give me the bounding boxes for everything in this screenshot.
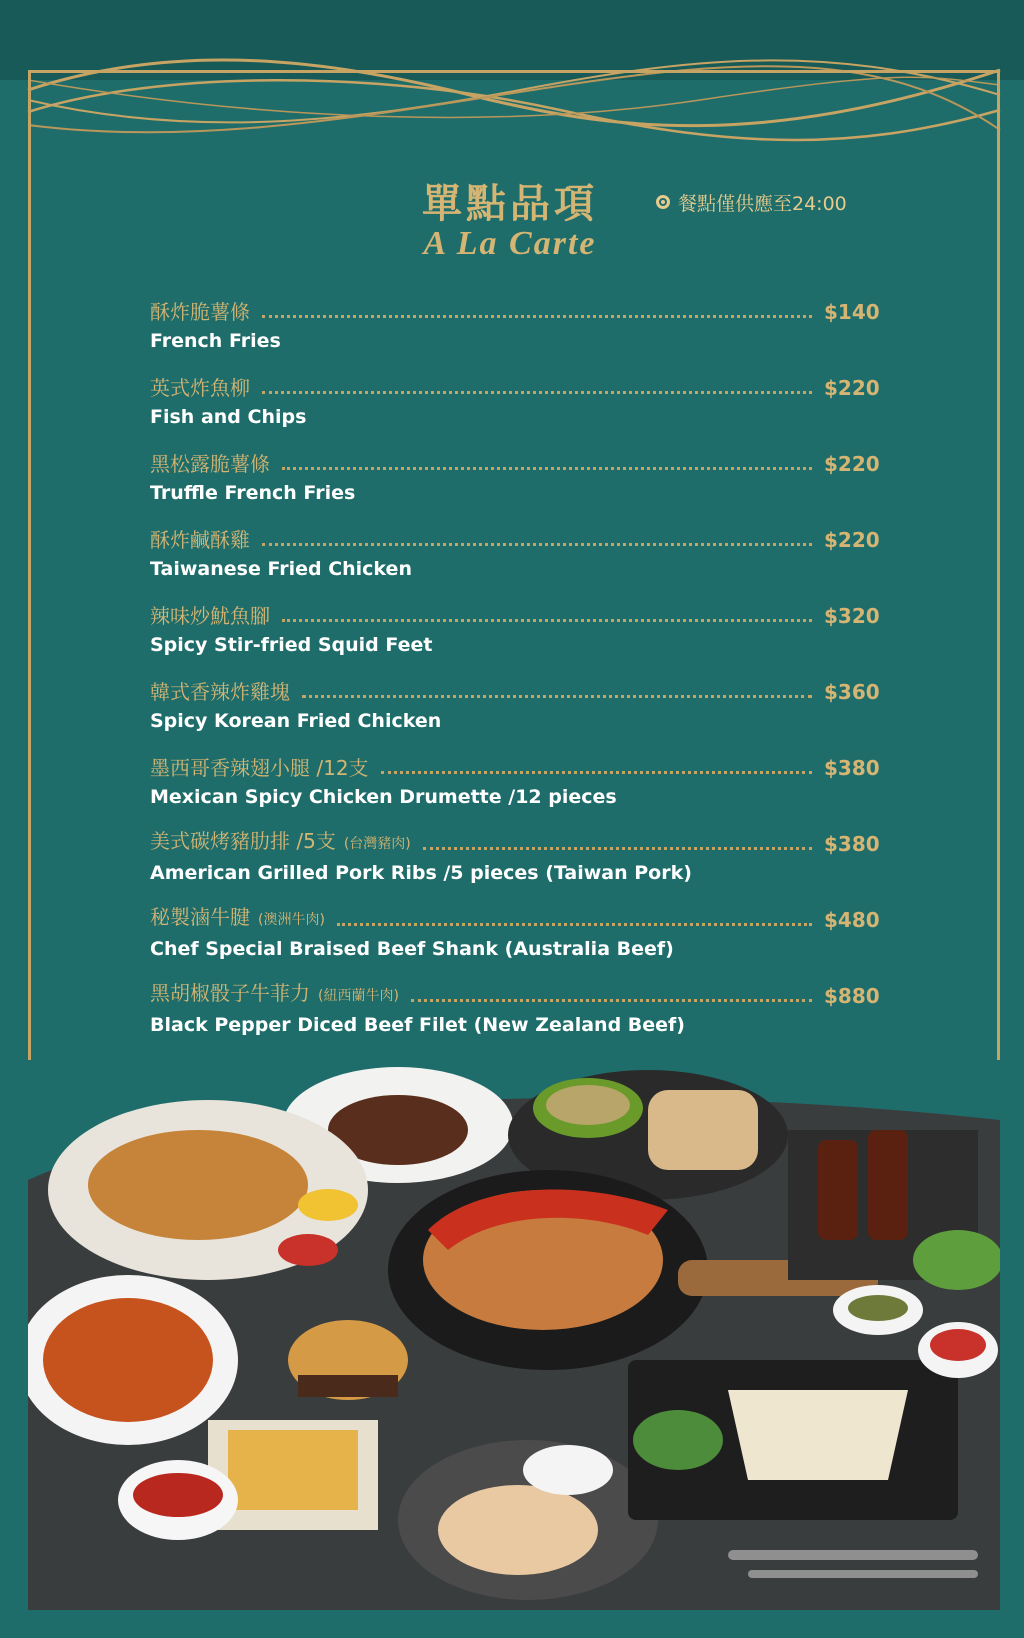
menu-item-name-en: French Fries (150, 330, 281, 352)
menu-item-line (150, 368, 880, 402)
menu-item-name-en: Taiwanese Fried Chicken (150, 558, 412, 580)
menu-item-price: $380 (824, 832, 880, 856)
menu-item-line (150, 596, 880, 630)
menu-item-name-zh-main: 黑胡椒骰子牛菲力 (150, 981, 310, 1005)
dotted-leader (262, 543, 812, 546)
menu-item (150, 900, 880, 976)
menu-item (150, 824, 880, 900)
menu-item (150, 748, 880, 824)
menu-item-name-zh (150, 754, 369, 782)
menu-item (150, 976, 880, 1052)
menu-item (150, 520, 880, 596)
menu-item-name-zh (150, 374, 250, 402)
menu-item-name-zh (150, 903, 325, 934)
menu-item-price: $220 (824, 528, 880, 552)
menu-item-line (150, 900, 880, 934)
menu-list (150, 292, 880, 1052)
dotted-leader (262, 315, 812, 318)
menu-item-origin-note: (紐西蘭牛肉) (318, 988, 399, 1004)
menu-item-name-zh-main: 黑松露脆薯條 (150, 452, 270, 476)
menu-item-line (150, 672, 880, 706)
dotted-leader (411, 999, 812, 1002)
menu-item-price: $360 (824, 680, 880, 704)
target-circle-icon (656, 195, 670, 209)
dotted-leader (381, 771, 812, 774)
menu-item-name-zh-main: 英式炸魚柳 (150, 376, 250, 400)
menu-item-name-en: American Grilled Pork Ribs /5 pieces (Taiwan Pork) (150, 862, 692, 884)
menu-item-name-zh (150, 526, 250, 554)
menu-item-line (150, 444, 880, 478)
menu-item-line (150, 292, 880, 326)
dotted-leader (337, 923, 812, 926)
menu-item-price: $880 (824, 984, 880, 1008)
menu-item-name-zh-main: 辣味炒魷魚腳 (150, 604, 270, 628)
menu-item-name-en: Spicy Stir-fried Squid Feet (150, 634, 433, 656)
page-title-zh: 單點品項 (422, 180, 598, 227)
dotted-leader (423, 847, 812, 850)
menu-item-name-en: Fish and Chips (150, 406, 307, 428)
menu-item-name-en: Mexican Spicy Chicken Drumette /12 pieces (150, 786, 617, 808)
menu-item-line (150, 748, 880, 782)
food-photo (28, 1060, 1000, 1610)
page-title-en: A La Carte (423, 225, 597, 262)
menu-item-name-zh-main: 美式碳烤豬肋排 /5支 (150, 829, 336, 853)
menu-item-origin-note: (台灣豬肉) (343, 836, 411, 852)
service-hours-note (656, 189, 847, 215)
dotted-leader (282, 467, 812, 470)
menu-item-name-zh (150, 602, 270, 630)
menu-item-name-zh (150, 979, 399, 1010)
menu-item-name-zh (150, 298, 250, 326)
menu-item-price: $140 (824, 300, 880, 324)
menu-item-name-zh-main: 韓式香辣炸雞塊 (150, 680, 290, 704)
menu-item-name-zh (150, 450, 270, 478)
menu-item-name-zh-main: 酥炸脆薯條 (150, 300, 250, 324)
menu-item-line (150, 976, 880, 1010)
menu-item-name-zh-main: 酥炸鹹酥雞 (150, 528, 250, 552)
dotted-leader (262, 391, 812, 394)
menu-item (150, 292, 880, 368)
menu-item-price: $380 (824, 756, 880, 780)
menu-item-name-en: Chef Special Braised Beef Shank (Australia Beef) (150, 938, 674, 960)
service-hours-text: 餐點僅供應至24:00 (678, 192, 847, 215)
bottom-band (0, 1610, 1024, 1638)
menu-item-price: $480 (824, 908, 880, 932)
menu-item-name-en: Truffle French Fries (150, 482, 356, 504)
menu-item (150, 444, 880, 520)
menu-item-name-zh-main: 墨西哥香辣翅小腿 /12支 (150, 756, 369, 780)
menu-item-line (150, 520, 880, 554)
menu-item (150, 596, 880, 672)
menu-item-price: $320 (824, 604, 880, 628)
dotted-leader (302, 695, 812, 698)
menu-item-name-zh (150, 678, 290, 706)
dotted-leader (282, 619, 812, 622)
menu-item-line (150, 824, 880, 858)
menu-item-price: $220 (824, 376, 880, 400)
menu-item (150, 672, 880, 748)
menu-item-name-en: Black Pepper Diced Beef Filet (New Zealand Beef) (150, 1014, 685, 1036)
menu-item (150, 368, 880, 444)
menu-item-name-en: Spicy Korean Fried Chicken (150, 710, 442, 732)
menu-item-name-zh-main: 秘製滷牛腱 (150, 905, 250, 929)
menu-item-origin-note: (澳洲牛肉) (258, 912, 325, 928)
menu-item-price: $220 (824, 452, 880, 476)
menu-item-name-zh (150, 827, 411, 858)
